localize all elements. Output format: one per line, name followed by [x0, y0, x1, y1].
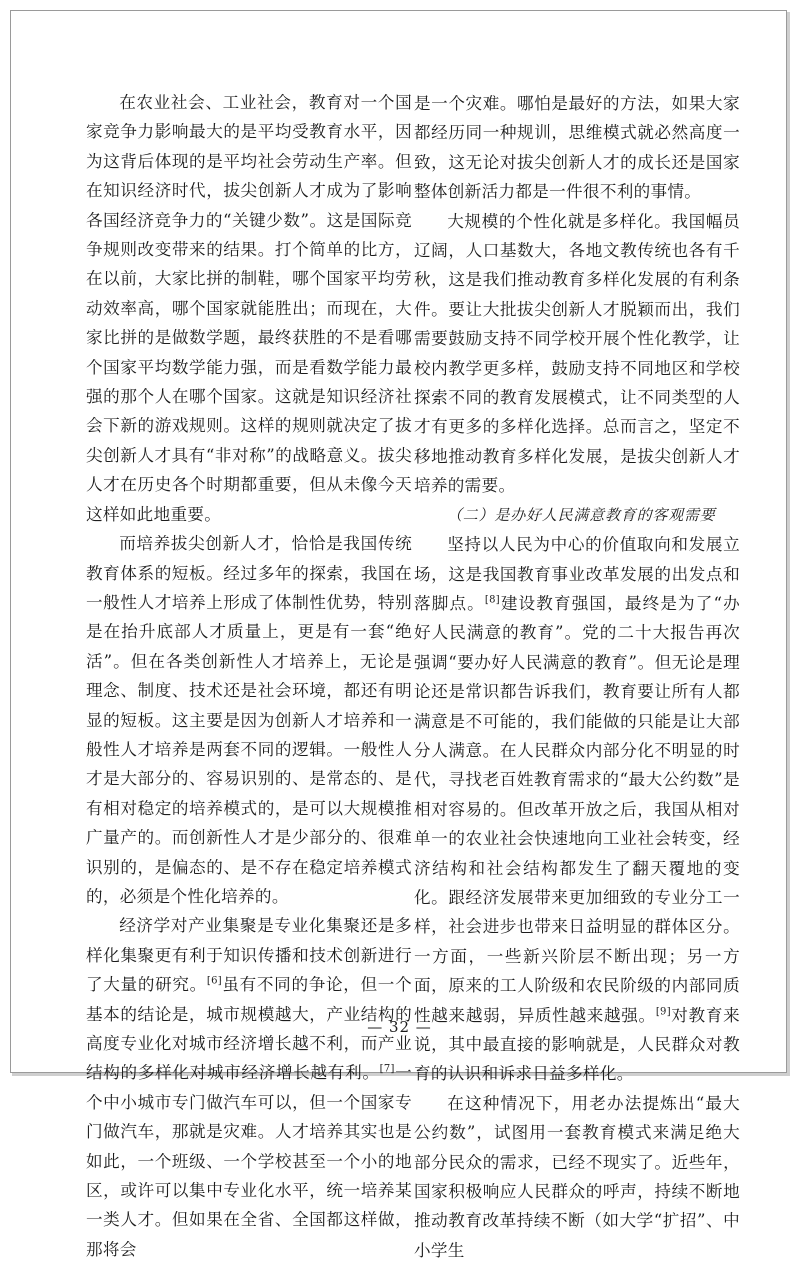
page-number: — 32 —: [367, 1018, 432, 1036]
paragraph: 在这种情况下，用老办法提炼出“最大公约数”，试图用一套教育模式来满足绝大部分民众的需求，已经不现实了。近些年，国家积极响应人民群众的呼声，持续不断地推动教育改革持续不断（如大学“扩招”、中小学生: [414, 1093, 740, 1260]
paragraph-text: 对教育来说，其中最直接的影响就是，人民群众对教育的认识和诉求日益多样化。: [414, 1005, 740, 1084]
citation-ref: [9]: [655, 1006, 671, 1018]
paragraph: 大规模的个性化就是多样化。我国幅员辽阔，人口基数大，各地文教传统也各有千秋，这是我们推动教育多样化发展的有利条件。要让大批拔尖创新人才脱颖而出，我们需要鼓励支持不同学校开展个性化教学，让校内教学更多样，鼓励支持不同地区和学校探索不同的教育发展模式，让不同类型的人才有更多的多样化选择。总而言之，坚定不移地推动教育多样化发展，是拔尖创新人才培养的需要。: [414, 211, 740, 496]
left-column: [86, 88, 412, 1264]
citation-ref: [6]: [206, 975, 222, 987]
paragraph: [414, 530, 740, 1089]
paragraph-text: 虽有不同的争论，但一个基本的结论是，城市规模越大，产业结构的高度专业化对城市经济增长越不利，而产业结构的多样化对城市经济增长越有利。: [86, 975, 412, 1083]
paragraph-text: 建设教育强国，最终是为了“办好人民满意的教育”。党的二十大报告再次强调“要办好人民满意的教育”。但无论是理论还是常识都告诉我们，教育要让所有人都满意是不可能的，我们能做的只能是让大部分人满意。在人民群众内部分化不明显的时代，寻找老百姓教育需求的“最大公约数”是相对容易的。但改革开放之后，我国从相对单一的农业社会快速地向工业社会转变，经济结构和社会结构都发生了翻天覆地的变化。跟经济发展带来更加细致的专业分工一样，社会进步也带来日益明显的群体区分。一方面，一些新兴阶层不断出现；另一方面，原来的工人阶级和农民阶级的内部同质性越来越弱，异质性越来越强。: [414, 593, 741, 1025]
right-column: [414, 89, 740, 1265]
paragraph-text: 坚持以人民为中心的价值取向和发展立场，这是我国教育事业改革发展的出发点和落脚点。: [414, 535, 740, 613]
paragraph-text: 一个中小城市专门做汽车可以，但一个国家专门做汽车，那就是灾难。人才培养其实也是如此，一个班级、一个学校甚至一个小的地区，或许可以集中专业化水平，统一培养某一类人才。但如果在全省、全国都这样做，那将会: [86, 1063, 412, 1259]
paragraph: 是一个灾难。哪怕是最好的方法，如果大家都经历同一种规训，思维模式就必然高度一致，这无论对拔尖创新人才的成长还是国家整体创新活力都是一件很不利的事情。: [414, 94, 740, 202]
paragraph-text: 经济学对产业集聚是专业化集聚还是多样化集聚更有利于知识传播和技术创新进行了大量的研究。: [86, 916, 412, 995]
paragraph: 而培养拔尖创新人才，恰恰是我国传统教育体系的短板。经过多年的探索，我国在一般性人才培养上形成了体制性优势，特别是在抬升底部人才质量上，更是有一套“绝活”。但在各类创新性人才培养上，无论是理念、制度、技术还是社会环境，都还有明显的短板。这主要是因为创新人才培养和一般性人才培养是两套不同的逻辑。一般性人才是大部分的、容易识别的、是常态的、是有相对稳定的培养模式的，是可以大规模推广量产的。而创新性人才是少部分的、很难识别的，是偏态的、是不存在稳定培养模式的，必须是个性化培养的。: [86, 534, 412, 906]
citation-ref: [7]: [379, 1063, 395, 1075]
citation-ref: [8]: [484, 594, 500, 606]
paragraph: [86, 911, 412, 1264]
section-heading: （二）是办好人民满意教育的客观需要: [447, 505, 716, 524]
paragraph: 在农业社会、工业社会，教育对一个国家竞争力影响最大的是平均受教育水平，因为这背后体现的是平均社会劳动生产率。但在知识经济时代，拔尖创新人才成为了影响各国经济竞争力的“关键少数”。这是国际竞争规则改变带来的结果。打个简单的比方，在以前，大家比拼的制鞋，哪个国家平均劳动效率高，哪个国家就能胜出；而现在，大家比拼的是做数学题，最终获胜的不是看哪个国家平均数学能力强，而是看数学能力最强的那个人在哪个国家。这就是知识经济社会下新的游戏规则。这样的规则就决定了拔尖创新人才具有“非对称”的战略意义。拔尖人才在历史各个时期都重要，但从未像今天这样如此地重要。: [86, 93, 412, 524]
